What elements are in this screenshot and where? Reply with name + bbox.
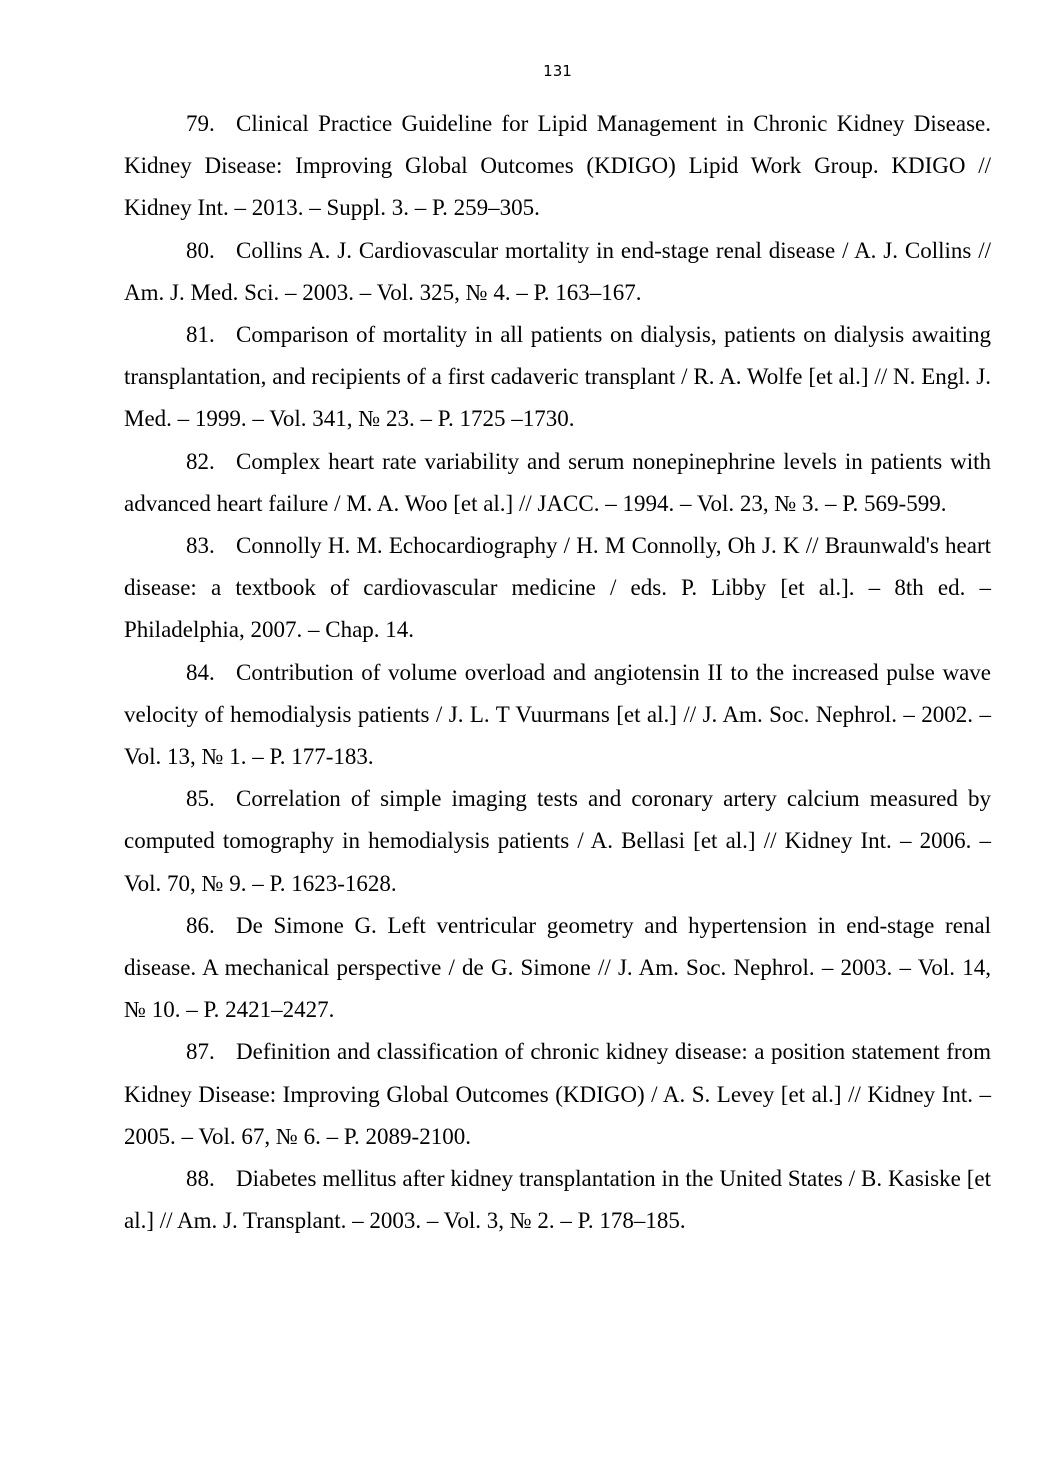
reference-text: Connolly H. M. Echocardiography / H. M Connolly, Oh J. K // Braunwald's heart disease: a textbook of cardiovascular medicine / eds. P. Libby [et al.]. – 8th ed. – Philadelphia, 2007. – Chap. 14. <box>124 533 991 643</box>
reference-item <box>124 652 991 779</box>
reference-number: 79. <box>186 111 215 136</box>
reference-item <box>124 778 991 905</box>
reference-number: 86. <box>186 912 215 938</box>
reference-item <box>124 1158 991 1242</box>
reference-text: Contribution of volume overload and angiotensin II to the increased pulse wave velocity of hemodialysis patients / J. L. T Vuurmans [et al.] // J. Am. Soc. Nephrol. – 2002. – Vol. 13, № 1. – P. 177-183. <box>124 659 991 770</box>
reference-item <box>124 525 991 652</box>
page-number: 131 <box>543 62 572 80</box>
reference-number: 85. <box>186 786 215 812</box>
reference-number: 88. <box>186 1166 215 1192</box>
reference-number: 81. <box>186 322 215 348</box>
reference-number: 82. <box>186 448 215 474</box>
reference-text: Correlation of simple imaging tests and coronary artery calcium measured by computed tomography in hemodialysis patients / A. Bellasi [et al.] // Kidney Int. – 2006. – Vol. 70, № 9. – P. 1623-1628. <box>124 786 991 896</box>
reference-number: 84. <box>186 659 215 685</box>
reference-text: Complex heart rate variability and serum nonepinephrine levels in patients with advanced heart failure / M. A. Woo [et al.] // JACC. – 1994. – Vol. 23, № 3. – P. 569-599. <box>124 448 991 516</box>
reference-item <box>124 230 991 314</box>
reference-text: Diabetes mellitus after kidney transplantation in the United States / B. Kasiske [et al.] // Am. J. Transplant. – 2003. – Vol. 3, № 2. – P. 178–185. <box>124 1166 991 1234</box>
reference-item <box>124 1031 991 1158</box>
reference-number: 80. <box>186 237 215 263</box>
reference-list <box>124 103 991 1242</box>
reference-text: Comparison of mortality in all patients on dialysis, patients on dialysis awaiting transplantation, and recipients of a first cadaveric transplant / R. A. Wolfe [et al.] // N. Engl. J. Med. – 1999. – Vol. 341, № 23. – P. 1725 –1730. <box>124 322 991 432</box>
reference-number: 83. <box>186 533 215 559</box>
reference-item <box>124 314 991 441</box>
reference-item <box>124 441 991 525</box>
reference-text: De Simone G. Left ventricular geometry and hypertension in end-stage renal disease. A mechanical perspective / de G. Simone // J. Am. Soc. Nephrol. – 2003. – Vol. 14, № 10. – P. 2421–2427. <box>124 912 991 1023</box>
reference-text: Collins A. J. Cardiovascular mortality in end-stage renal disease / A. J. Collins // Am. J. Med. Sci. – 2003. – Vol. 325, № 4. – P. 163–167. <box>124 237 991 305</box>
reference-text: Definition and classification of chronic kidney disease: a position statement from Kidney Disease: Improving Global Outcomes (KDIGO) / A. S. Levey [et al.] // Kidney Int. – 2005. – Vol. 67, № 6. – P. 2089-2100. <box>124 1039 991 1149</box>
reference-text: Clinical Practice Guideline for Lipid Management in Chronic Kidney Disease. Kidney Disease: Improving Global Outcomes (KDIGO) Lipid Work Group. KDIGO // Kidney Int. – 2013. – Suppl. 3. – P. 259–305. <box>124 111 991 221</box>
reference-item <box>124 905 991 1032</box>
reference-item <box>124 103 991 230</box>
reference-number: 87. <box>186 1039 215 1065</box>
